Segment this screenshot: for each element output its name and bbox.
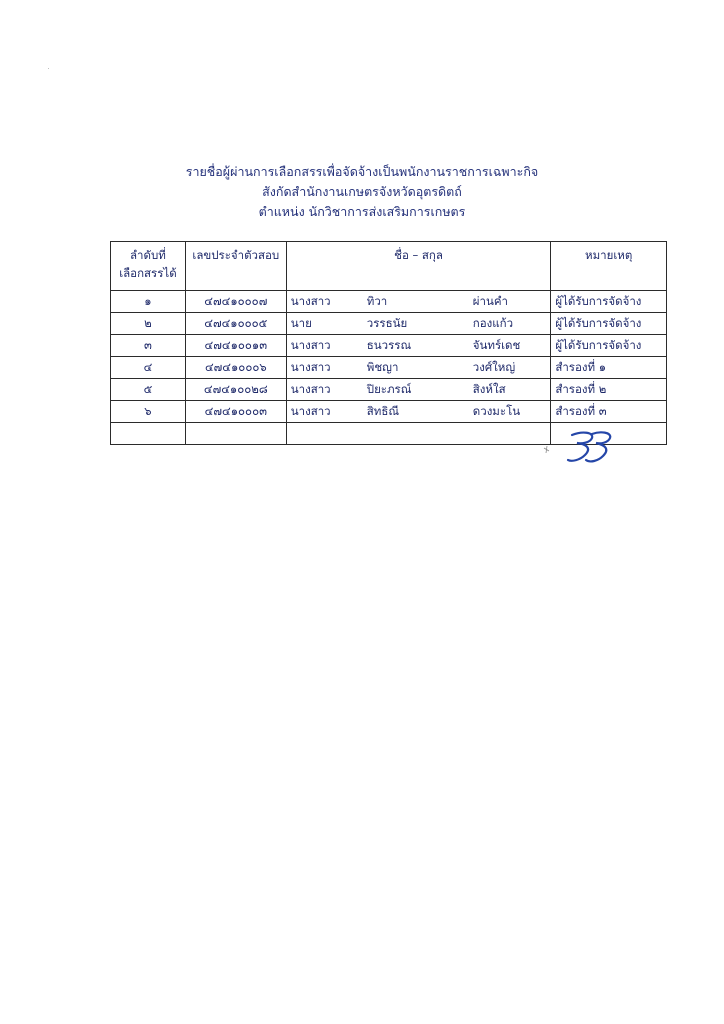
name-prefix: นางสาว [290, 359, 331, 374]
header-rank-line1: ลำดับที่ [130, 248, 166, 262]
cell-exam-id: ๔๗๔๑๐๐๐๓ [185, 401, 286, 423]
cell-rank: ๕ [111, 379, 186, 401]
cell-rank: ๔ [111, 357, 186, 379]
first-name: วรรธนัย [366, 315, 408, 330]
cell-rank: ๖ [111, 401, 186, 423]
table-header-row [111, 242, 667, 291]
name-prefix: นาย [290, 315, 312, 330]
cell-note: ผู้ได้รับการจัดจ้าง [551, 313, 667, 335]
table-row [111, 357, 667, 379]
cell-name [286, 291, 551, 313]
cell-name [286, 401, 551, 423]
name-prefix: นางสาว [290, 293, 331, 308]
header-exam-id: เลขประจำตัวสอบ [185, 242, 286, 291]
results-table [110, 241, 667, 445]
scan-speck [48, 68, 49, 69]
cell-rank: ๒ [111, 313, 186, 335]
last-name: จันทร์เดช [472, 337, 521, 352]
cell-note: สำรองที่ ๓ [551, 401, 667, 423]
first-name: ธนวรรณ [366, 337, 412, 352]
cell-exam-id: ๔๗๔๑๐๐๐๖ [185, 357, 286, 379]
cell-rank: ๑ [111, 291, 186, 313]
header-rank-line2: เลือกสรรได้ [119, 266, 177, 280]
name-prefix: นางสาว [290, 381, 331, 396]
first-name: สิทธิณี [366, 403, 400, 418]
document-subtitle-position: ตำแหน่ง นักวิชาการส่งเสริมการเกษตร [258, 204, 466, 219]
cell-exam-id: ๔๗๔๑๐๐๐๕ [185, 313, 286, 335]
first-name: ปิยะภรณ์ [366, 381, 412, 396]
name-prefix: นางสาว [290, 403, 331, 418]
cell-exam-id: ๔๗๔๑๐๐๑๓ [185, 335, 286, 357]
last-name: สิงห์ใส [472, 381, 506, 396]
table-row [111, 335, 667, 357]
name-prefix: นางสาว [290, 337, 331, 352]
table-row [111, 291, 667, 313]
header-note: หมายเหตุ [551, 242, 667, 291]
cell-name [286, 357, 551, 379]
cell-empty [286, 423, 551, 445]
handwritten-signature [540, 426, 624, 470]
cell-note: ผู้ได้รับการจัดจ้าง [551, 291, 667, 313]
table-row [111, 401, 667, 423]
last-name: ดวงมะโน [472, 403, 521, 418]
document-subtitle-agency: สังกัดสำนักงานเกษตรจังหวัดอุตรดิตถ์ [262, 184, 462, 199]
header-rank [111, 242, 186, 291]
cell-exam-id: ๔๗๔๑๐๐๒๘ [185, 379, 286, 401]
document-title: รายชื่อผู้ผ่านการเลือกสรรเพื่อจัดจ้างเป็นพนักงานราชการเฉพาะกิจ [185, 164, 539, 179]
header-name: ชื่อ – สกุล [286, 242, 551, 291]
cell-note: สำรองที่ ๒ [551, 379, 667, 401]
last-name: วงศ์ใหญ่ [472, 359, 516, 374]
last-name: ผ่านคำ [472, 293, 508, 308]
cell-name [286, 379, 551, 401]
first-name: พิชญา [366, 359, 399, 374]
last-name: กองแก้ว [472, 315, 514, 330]
cell-name [286, 335, 551, 357]
cell-empty [185, 423, 286, 445]
cell-exam-id: ๔๗๔๑๐๐๐๗ [185, 291, 286, 313]
cell-rank: ๓ [111, 335, 186, 357]
table-row [111, 379, 667, 401]
cell-empty [111, 423, 186, 445]
first-name: ทิวา [366, 293, 388, 308]
cell-note: สำรองที่ ๑ [551, 357, 667, 379]
cell-name [286, 313, 551, 335]
table-row [111, 313, 667, 335]
cell-note: ผู้ได้รับการจัดจ้าง [551, 335, 667, 357]
